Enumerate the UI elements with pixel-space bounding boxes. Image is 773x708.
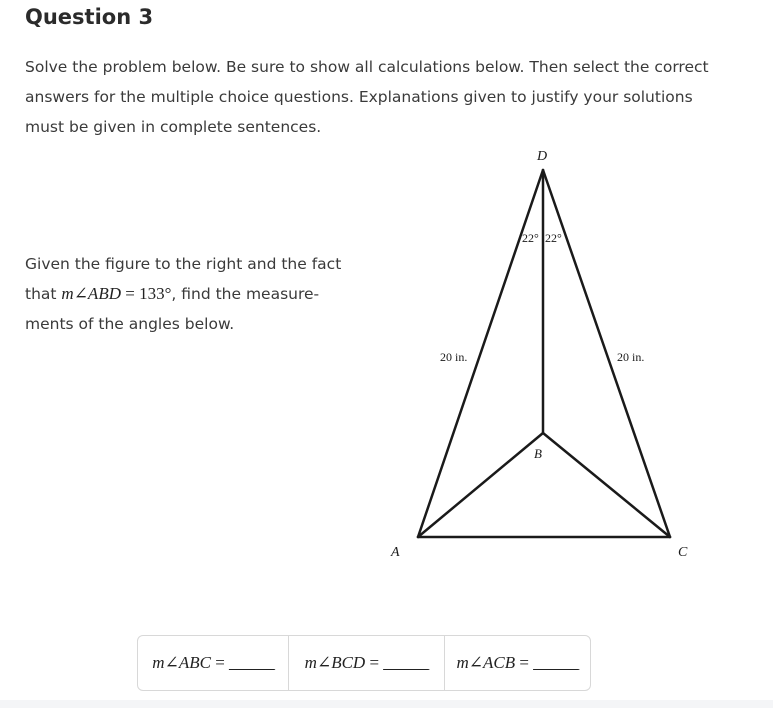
answer-angle: ∠BCD bbox=[316, 653, 366, 672]
side-label-left: 20 in. bbox=[440, 350, 468, 364]
given-math-value: = 133° bbox=[120, 284, 172, 303]
angle-label-right: 22° bbox=[545, 231, 562, 245]
answer-cell-abc[interactable] bbox=[138, 636, 289, 690]
answer-blank[interactable]: ______ bbox=[383, 653, 429, 672]
answer-equals: = bbox=[365, 653, 384, 672]
answer-blank[interactable]: ______ bbox=[229, 653, 275, 672]
given-math bbox=[61, 284, 171, 303]
vertex-label-A: A bbox=[391, 545, 400, 560]
question-instructions: Solve the problem below. Be sure to show all calculations below. Then select the correct answers for the multiple choice questions. Explanations given to justify your solutions must be given in complete sentences. bbox=[25, 58, 709, 136]
answer-m: m bbox=[152, 653, 165, 672]
given-text-after: , find the measure-ments of the angles below. bbox=[25, 285, 320, 333]
vertex-label-D: D bbox=[537, 149, 548, 164]
given-text-before: Given the figure to the right and the fact that bbox=[25, 255, 342, 303]
triangle-figure bbox=[380, 140, 710, 570]
given-math-m: m bbox=[61, 284, 74, 303]
question-title: Question 3 bbox=[25, 5, 154, 29]
answer-cell-bcd[interactable] bbox=[289, 636, 444, 690]
answer-equals: = bbox=[515, 653, 534, 672]
answer-cell-acb[interactable] bbox=[445, 636, 590, 690]
answer-table bbox=[137, 635, 591, 691]
answer-equals: = bbox=[210, 653, 230, 672]
vertex-label-C: C bbox=[678, 545, 688, 560]
angle-label-left: 22° bbox=[522, 231, 539, 245]
answer-m: m bbox=[456, 653, 469, 672]
given-statement bbox=[25, 249, 355, 339]
segment-DC bbox=[543, 170, 670, 537]
segment-DA bbox=[418, 170, 543, 537]
footer-strip bbox=[0, 700, 773, 708]
side-label-right: 20 in. bbox=[617, 350, 645, 364]
vertex-label-B: B bbox=[534, 446, 542, 461]
given-math-angle: ∠ABD bbox=[73, 284, 121, 303]
answer-angle: ∠ACB bbox=[468, 653, 516, 672]
answer-m: m bbox=[304, 653, 317, 672]
answer-blank[interactable]: ______ bbox=[533, 653, 579, 672]
answer-angle: ∠ABC bbox=[164, 653, 211, 672]
